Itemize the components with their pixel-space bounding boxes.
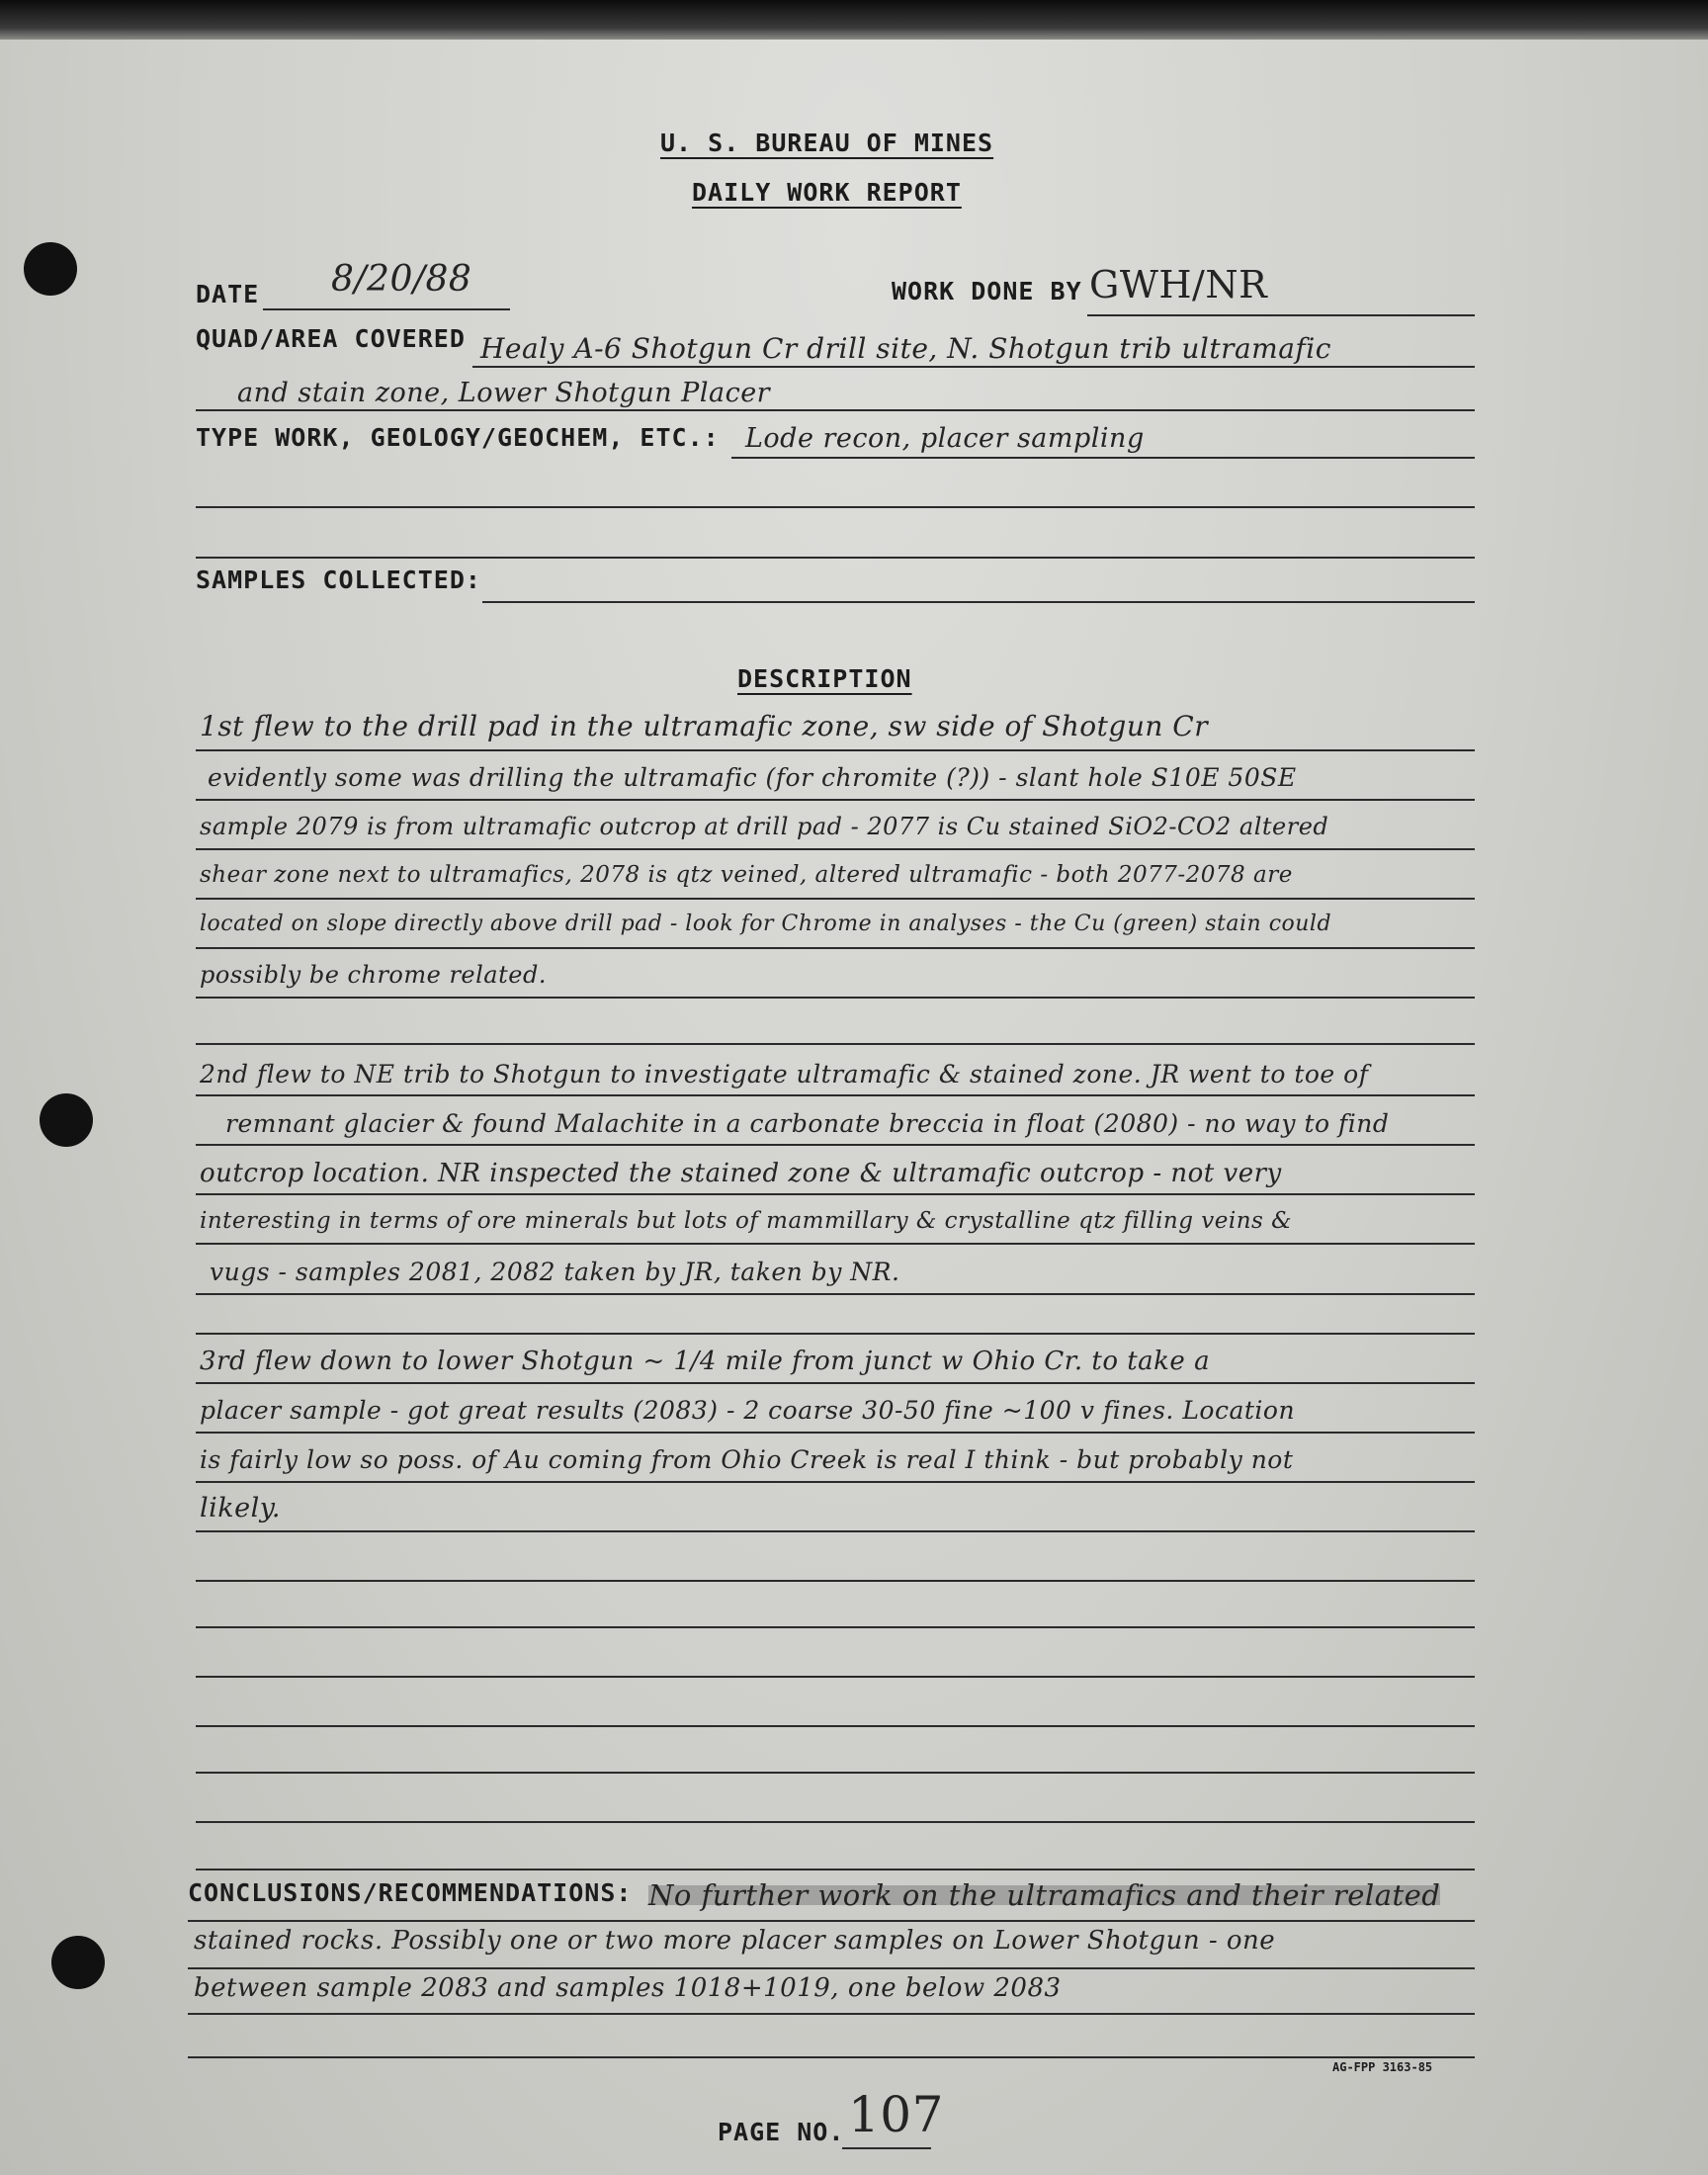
page-number-label: PAGE NO.: [718, 2118, 845, 2146]
date-label: DATE: [196, 280, 260, 308]
description-line: likely.: [200, 1493, 281, 1523]
description-heading: DESCRIPTION: [737, 664, 912, 693]
conclusions-label: CONCLUSIONS/RECOMMENDATIONS:: [188, 1878, 633, 1907]
description-line: possibly be chrome related.: [200, 961, 547, 989]
desc-rule-5: [196, 947, 1475, 949]
desc-rule-6: [196, 997, 1475, 999]
conclusions-text: between sample 2083 and samples 1018+1019, one below 2083: [194, 1973, 1062, 2003]
concl-rule-2: [188, 1967, 1475, 1969]
type-work-label: TYPE WORK, GEOLOGY/GEOCHEM, ETC.:: [196, 423, 720, 452]
description-line: outcrop location. NR inspected the stained zone & ultramafic outcrop - not very: [200, 1159, 1282, 1188]
desc-rule-22: [196, 1772, 1475, 1774]
desc-rule-23: [196, 1821, 1475, 1823]
description-line: 2nd flew to NE trib to Shotgun to investigate ultramafic & stained zone. JR went to toe of: [200, 1060, 1369, 1088]
page-number-value: 107: [848, 2086, 944, 2143]
desc-rule-9: [196, 1144, 1475, 1146]
concl-rule-1: [188, 1920, 1475, 1922]
concl-rule-4: [188, 2056, 1475, 2058]
concl-rule-3: [188, 2013, 1475, 2015]
scan-top-edge: [0, 0, 1708, 40]
agency-title: U. S. BUREAU OF MINES: [660, 129, 994, 157]
quad-area-line-1: [472, 366, 1475, 368]
work-done-by-label: WORK DONE BY: [892, 277, 1082, 305]
type-work-line: [731, 457, 1475, 459]
description-line: evidently some was drilling the ultramafic (for chromite (?)) - slant hole S10E 50SE: [208, 763, 1297, 792]
blank-line-b: [196, 557, 1475, 559]
desc-rule-17: [196, 1530, 1475, 1532]
desc-rule-1: [196, 749, 1475, 751]
desc-rule-12: [196, 1293, 1475, 1295]
description-line: located on slope directly above drill pad - look for Chrome in analyses - the Cu (green) stain could: [200, 912, 1332, 936]
binder-hole-top: [24, 242, 77, 296]
conclusions-line: [648, 1878, 1440, 1912]
form-title: DAILY WORK REPORT: [692, 178, 962, 207]
work-done-by-value: GWH/NR: [1089, 263, 1268, 306]
binder-hole-middle: [40, 1093, 93, 1147]
quad-area-value-1: Healy A-6 Shotgun Cr drill site, N. Shotgun trib ultramafic: [480, 332, 1331, 365]
description-line: 1st flew to the drill pad in the ultramafic zone, sw side of Shotgun Cr: [200, 710, 1209, 742]
date-value: 8/20/88: [331, 259, 472, 300]
description-line: is fairly low so poss. of Au coming from Ohio Creek is real I think - but probably not: [200, 1445, 1294, 1474]
type-work-value: Lode recon, placer sampling: [745, 423, 1145, 454]
desc-rule-20: [196, 1676, 1475, 1678]
desc-rule-4: [196, 898, 1475, 900]
desc-rule-3: [196, 848, 1475, 850]
quad-area-value-2: and stain zone, Lower Shotgun Placer: [237, 378, 771, 408]
desc-rule-19: [196, 1626, 1475, 1628]
conclusions-text: No further work on the ultramafics and their related: [648, 1878, 1441, 1912]
description-line: sample 2079 is from ultramafic outcrop at drill pad - 2077 is Cu stained SiO2-CO2 altered: [200, 813, 1329, 840]
desc-rule-24: [196, 1869, 1475, 1870]
samples-collected-label: SAMPLES COLLECTED:: [196, 566, 481, 594]
page-number-line: [842, 2147, 931, 2149]
description-line: interesting in terms of ore minerals but lots of mammillary & crystalline qtz filling veins &: [200, 1208, 1293, 1234]
conclusions-text: stained rocks. Possibly one or two more placer samples on Lower Shotgun - one: [194, 1926, 1276, 1956]
desc-rule-21: [196, 1725, 1475, 1727]
desc-rule-8: [196, 1094, 1475, 1096]
desc-rule-15: [196, 1432, 1475, 1434]
desc-rule-7: [196, 1043, 1475, 1045]
desc-rule-2: [196, 799, 1475, 801]
desc-rule-16: [196, 1481, 1475, 1483]
blank-line-a: [196, 506, 1475, 508]
description-line: placer sample - got great results (2083) - 2 coarse 30-50 fine ~100 v fines. Location: [200, 1396, 1296, 1425]
conclusions-line: [194, 1973, 1062, 2003]
date-line: [263, 308, 510, 310]
desc-rule-11: [196, 1243, 1475, 1245]
conclusions-line: [194, 1926, 1275, 1956]
description-line: remnant glacier & found Malachite in a carbonate breccia in float (2080) - no way to find: [225, 1109, 1390, 1138]
desc-rule-13: [196, 1333, 1475, 1335]
work-done-by-line: [1087, 314, 1475, 316]
quad-area-label: QUAD/AREA COVERED: [196, 324, 466, 353]
binder-hole-bottom: [51, 1936, 105, 1989]
description-line: vugs - samples 2081, 2082 taken by JR, taken by NR.: [210, 1258, 900, 1286]
description-line: shear zone next to ultramafics, 2078 is qtz veined, altered ultramafic - both 2077-2078 are: [200, 862, 1293, 888]
desc-rule-18: [196, 1580, 1475, 1582]
description-line: 3rd flew down to lower Shotgun ~ 1/4 mile from junct w Ohio Cr. to take a: [200, 1347, 1211, 1376]
samples-collected-line: [482, 601, 1475, 603]
desc-rule-10: [196, 1193, 1475, 1195]
form-code: AG-FPP 3163-85: [1332, 2060, 1433, 2074]
desc-rule-14: [196, 1382, 1475, 1384]
quad-area-line-2: [196, 409, 1475, 411]
